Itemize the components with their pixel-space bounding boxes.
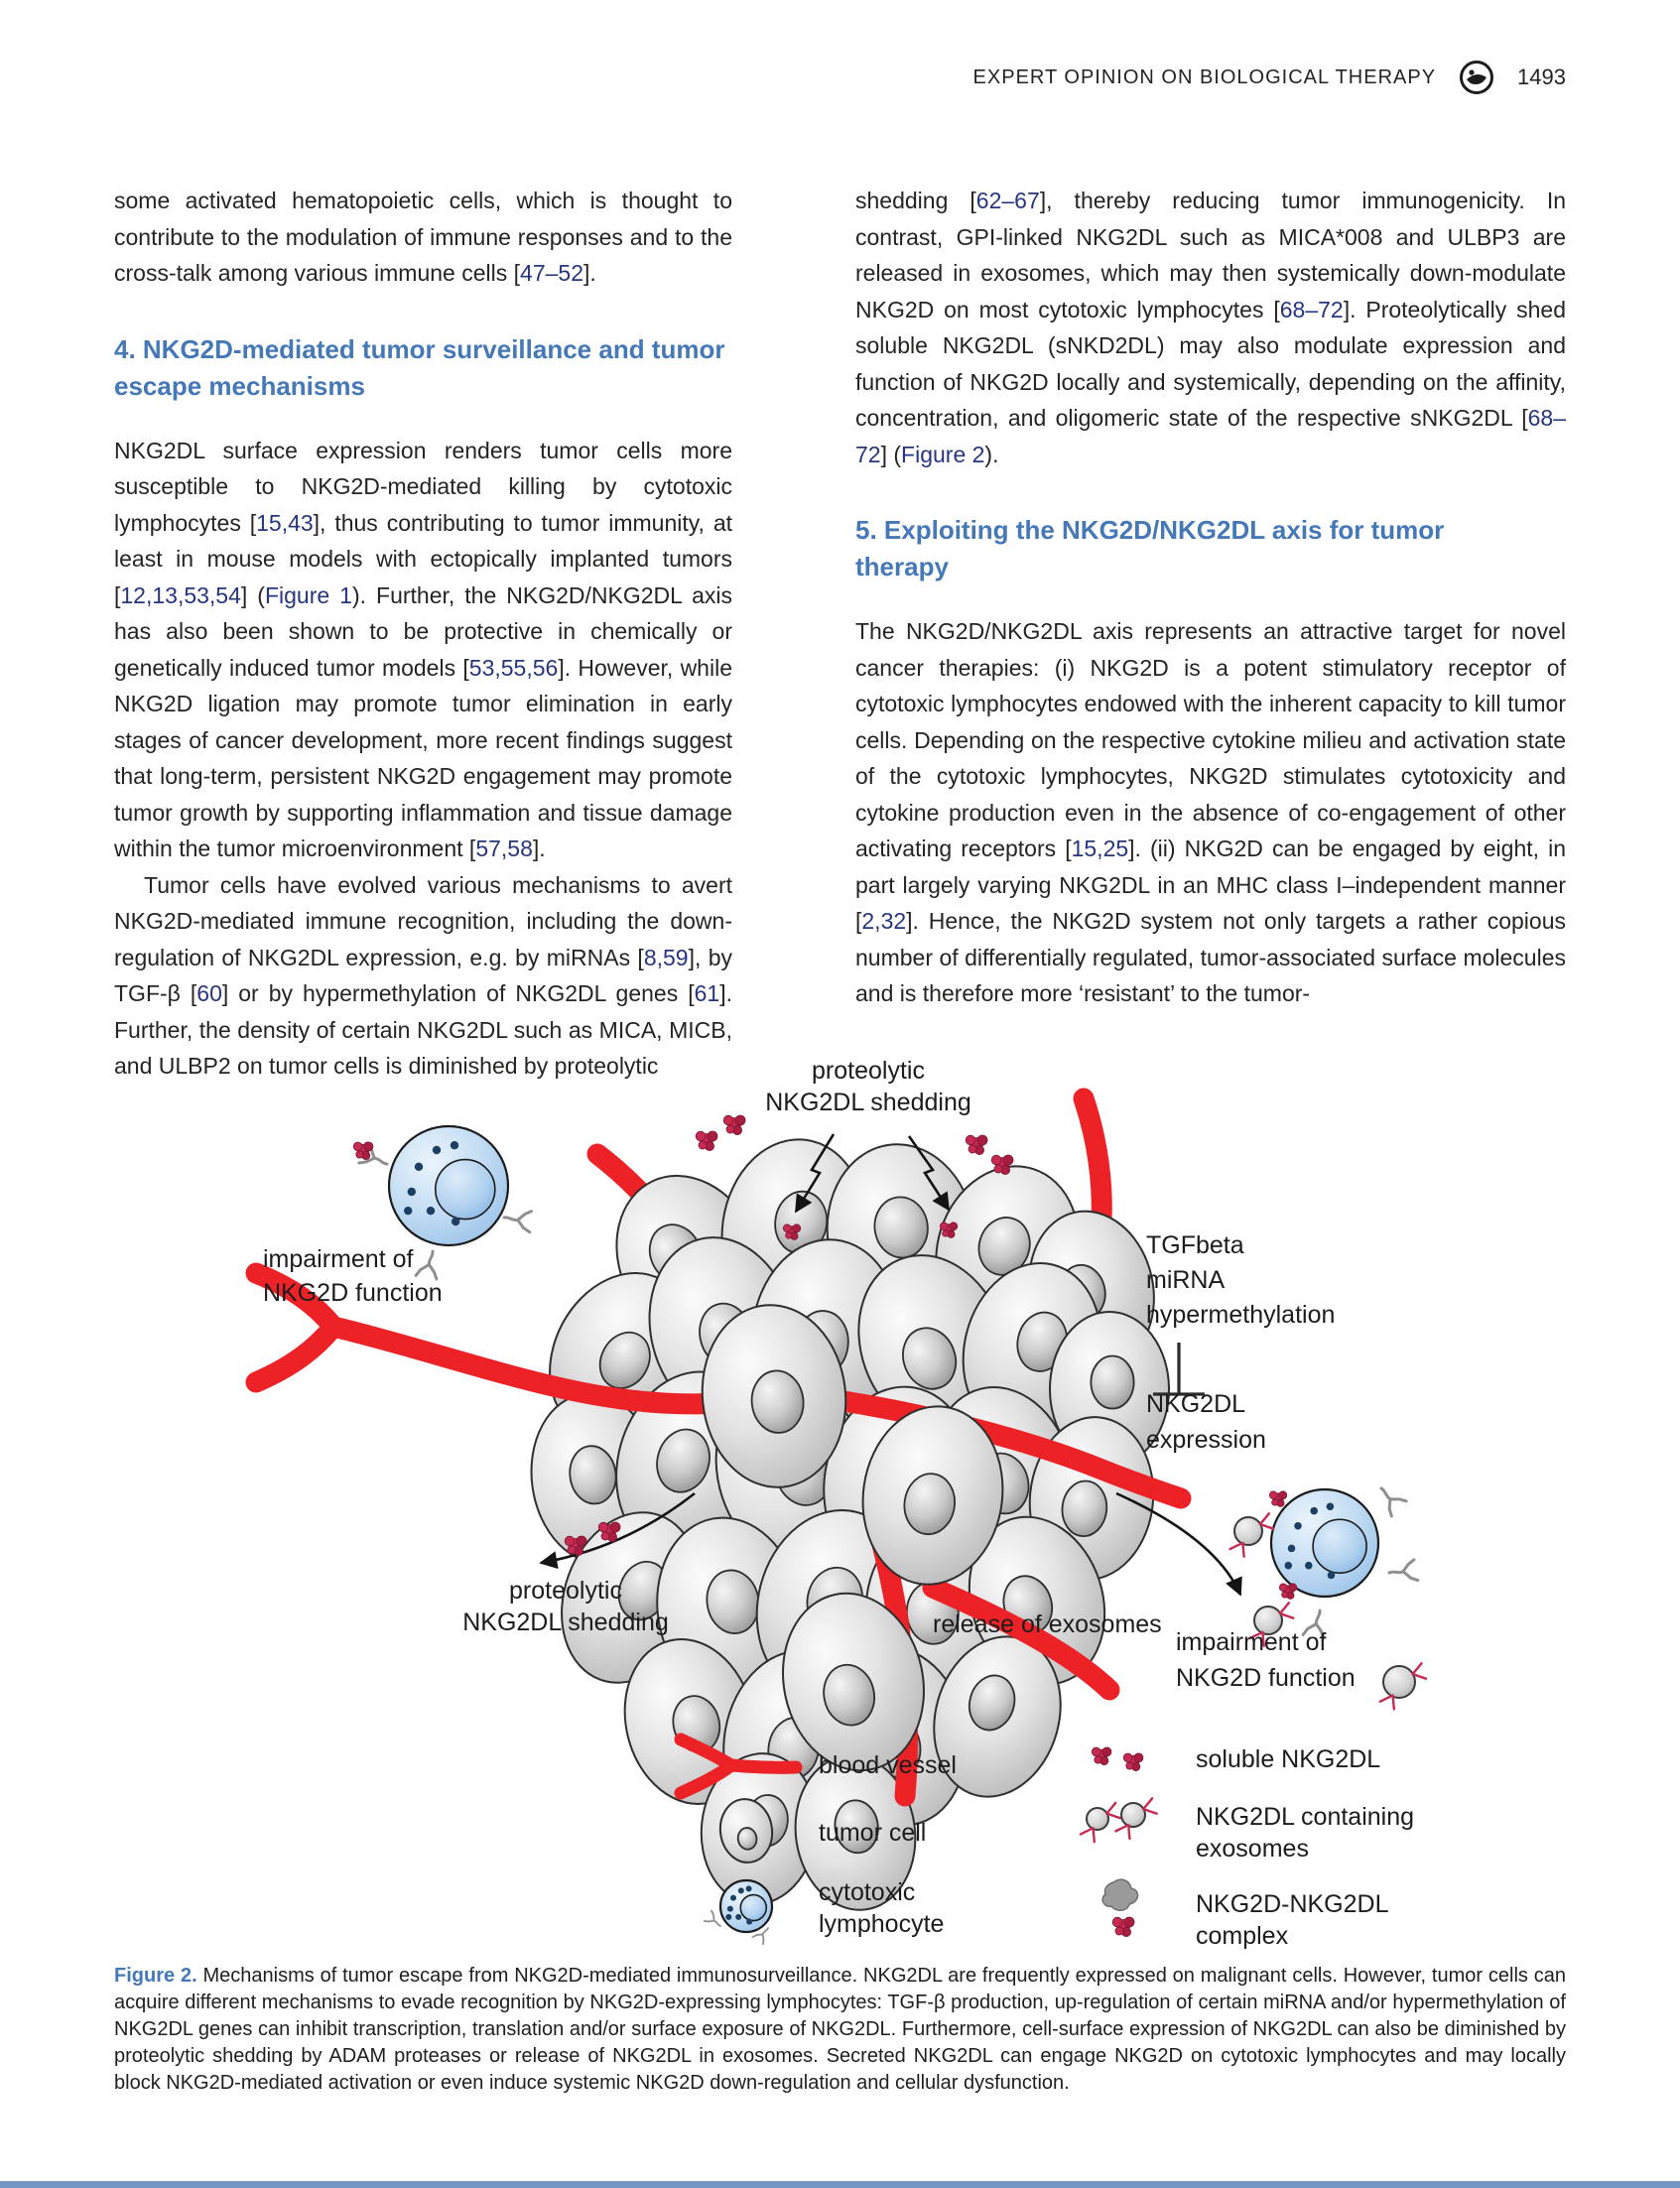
citation-link[interactable]: 8,59 bbox=[643, 944, 689, 970]
label-proteolytic-shedding-bottom-line2: NKG2DL shedding bbox=[462, 1609, 669, 1636]
citation-link[interactable]: 2,32 bbox=[861, 908, 907, 934]
figure-2 bbox=[238, 1047, 1469, 1975]
legend-exosomes-label-line2: exosomes bbox=[1196, 1835, 1309, 1863]
legend-complex-label-line1: NKG2D-NKG2DL bbox=[1196, 1890, 1389, 1918]
legend-cytotoxic-lymphocyte-label-line2: lymphocyte bbox=[819, 1910, 945, 1938]
citation-link[interactable]: 47–52 bbox=[520, 260, 583, 286]
citation-link[interactable]: 68–72 bbox=[855, 405, 1566, 467]
section-4-paragraph-1: NKG2DL surface expression renders tumor cells more susceptible to NKG2D-mediated killing by cytotoxic lymphocytes [15,43], thus contributing to tumor immunity, at least in mouse models with ectopically implanted tumors [12,13,53,54] (Figure 1). Further, the NKG2D/NKG2DL axis has also been shown to be protective in chemically or genetically induced tumor models [53,55,56]. However, while NKG2D ligation may promote tumor elimination in early stages of cancer development, more recent findings suggest that long-term, persistent NKG2D engagement may promote tumor growth by supporting inflammation and tissue damage within the tumor microenvironment [57,58]. bbox=[114, 437, 732, 861]
citation-link[interactable]: 15,43 bbox=[256, 509, 314, 536]
label-hypermethylation: hypermethylation bbox=[1146, 1301, 1336, 1329]
page-header bbox=[0, 58, 1566, 97]
citation-link[interactable]: Figure 2 bbox=[901, 441, 985, 467]
continuation-paragraph: shedding [62–67], thereby reducing tumor immunogenicity. In contrast, GPI-linked NKG2DL such as MICA*008 and ULBP3 are released in exosomes, which may then systemically down-modulate NKG2D on most cytotoxic lymphocytes [68–72]. Proteolytically shed soluble NKG2DL (sNKD2DL) may also modulate expression and function of NKG2D locally and systemically, depending on the affinity, concentration, and oligomeric state of the respective sNKG2DL [68–72] (Figure 2). bbox=[855, 188, 1567, 467]
citation-link[interactable]: 60 bbox=[196, 980, 222, 1006]
section-5-heading: 5. Exploiting the NKG2D/NKG2DL axis for tumor therapy bbox=[855, 515, 1445, 581]
label-tgfbeta: TGFbeta bbox=[1146, 1231, 1244, 1259]
paragraph-intro: some activated hematopoietic cells, which is thought to contribute to the modulation of immune responses and to the cross-talk among various immune cells [47–52]. bbox=[114, 188, 732, 286]
publisher-logo-icon bbox=[1458, 59, 1495, 96]
citation-link[interactable]: 57,58 bbox=[475, 836, 533, 861]
section-4-paragraph-2: Tumor cells have evolved various mechanisms to avert NKG2D-mediated immune recognition, including the down-regulation of NKG2DL expression, e.g. by miRNAs [8,59], by TGF-β [60] or by hypermethylation of NKG2DL genes [61]. Further, the density of certain NKG2DL such as MICA, MICB, and ULBP2 on tumor cells is diminished by proteolytic bbox=[114, 871, 732, 1079]
legend-cytotoxic-lymphocyte-label-line1: cytotoxic bbox=[819, 1878, 916, 1906]
citation-link[interactable]: 61 bbox=[694, 980, 720, 1006]
left-column bbox=[114, 183, 732, 1085]
legend-exosomes-label-line1: NKG2DL containing bbox=[1196, 1803, 1415, 1831]
right-column bbox=[855, 183, 1566, 1012]
label-impairment-right-line2: NKG2D function bbox=[1176, 1664, 1356, 1692]
citation-link[interactable]: 68–72 bbox=[1279, 296, 1344, 322]
citation-link[interactable]: 53,55,56 bbox=[468, 654, 559, 681]
label-impairment-left-line1: impairment of bbox=[263, 1245, 414, 1273]
journal-title: EXPERT OPINION ON BIOLOGICAL THERAPY bbox=[972, 65, 1437, 88]
footer-accent-bar bbox=[0, 2181, 1680, 2188]
figure-2-caption bbox=[114, 1963, 1566, 2097]
legend-blood-vessel-label: blood vessel bbox=[819, 1751, 957, 1779]
label-mirna: miRNA bbox=[1146, 1266, 1226, 1294]
citation-link[interactable]: 62–67 bbox=[975, 188, 1040, 213]
section-4-heading: 4. NKG2D-mediated tumor surveillance and tumor escape mechanisms bbox=[114, 333, 725, 401]
label-release-of-exosomes: release of exosomes bbox=[933, 1610, 1162, 1638]
figure-2-caption-text: Mechanisms of tumor escape from NKG2D-mediated immunosurveillance. NKG2DL are frequently expressed on malignant cells. However, tumor cells can acquire different mechanisms to evade recognition by NKG2D-expressing lymphocytes: TGF-β production, up-regulation of certain miRNA and/or hypermethylation of NKG2DL genes can inhibit transcription, translation and/or surface exposure of NKG2DL. Furthermore, cell-surface expression of NKG2DL can also be diminished by proteolytic shedding by ADAM proteases or release of NKG2DL in exosomes. Secreted NKG2DL can engage NKG2D on cytotoxic lymphocytes and may locally block NKG2D-mediated activation or even induce systemic NKG2D down-regulation and cellular dysfunction. bbox=[114, 1965, 1566, 2094]
section-5-paragraph-1: The NKG2D/NKG2DL axis represents an attractive target for novel cancer therapies: (i) NKG2D is a potent stimulatory receptor of cytotoxic lymphocytes endowed with the inherent capacity to kill tumor cells. Depending on the respective cytokine milieu and activation state of the cytotoxic lymphocytes, NKG2D stimulates cytotoxicity and cytokine production even in the absence of co-engagement of other activating receptors [15,25]. (ii) NKG2D can be engaged by eight, in part largely varying NKG2DL in an MHC class I–independent manner [2,32]. Hence, the NKG2D system not only targets a rather copious number of differentially regulated, tumor-associated surface molecules and is therefore more ‘resistant’ to the tumor- bbox=[855, 618, 1566, 1006]
page-number: 1493 bbox=[1517, 64, 1566, 89]
label-proteolytic-shedding-bottom-line1: proteolytic bbox=[509, 1577, 622, 1605]
label-nkg2dl-expression-line1: NKG2DL bbox=[1146, 1390, 1246, 1418]
legend-tumor-cell-label: tumor cell bbox=[819, 1819, 927, 1847]
legend-soluble-nkg2dl-label: soluble NKG2DL bbox=[1196, 1745, 1381, 1773]
label-impairment-left-line2: NKG2D function bbox=[263, 1279, 443, 1307]
citation-link[interactable]: 12,13,53,54 bbox=[120, 581, 241, 608]
citation-link[interactable]: 15,25 bbox=[1071, 836, 1129, 861]
figure-2-illustration bbox=[238, 1047, 1469, 1975]
label-impairment-right-line1: impairment of bbox=[1176, 1628, 1327, 1656]
legend-complex-label-line2: complex bbox=[1196, 1922, 1289, 1950]
citation-link[interactable]: Figure 1 bbox=[264, 581, 352, 608]
label-proteolytic-shedding-top-line1: proteolytic bbox=[812, 1057, 925, 1085]
label-proteolytic-shedding-top-line2: NKG2DL shedding bbox=[765, 1089, 971, 1116]
label-nkg2dl-expression-line2: expression bbox=[1146, 1426, 1266, 1454]
figure-2-caption-label: Figure 2. bbox=[114, 1965, 197, 1987]
